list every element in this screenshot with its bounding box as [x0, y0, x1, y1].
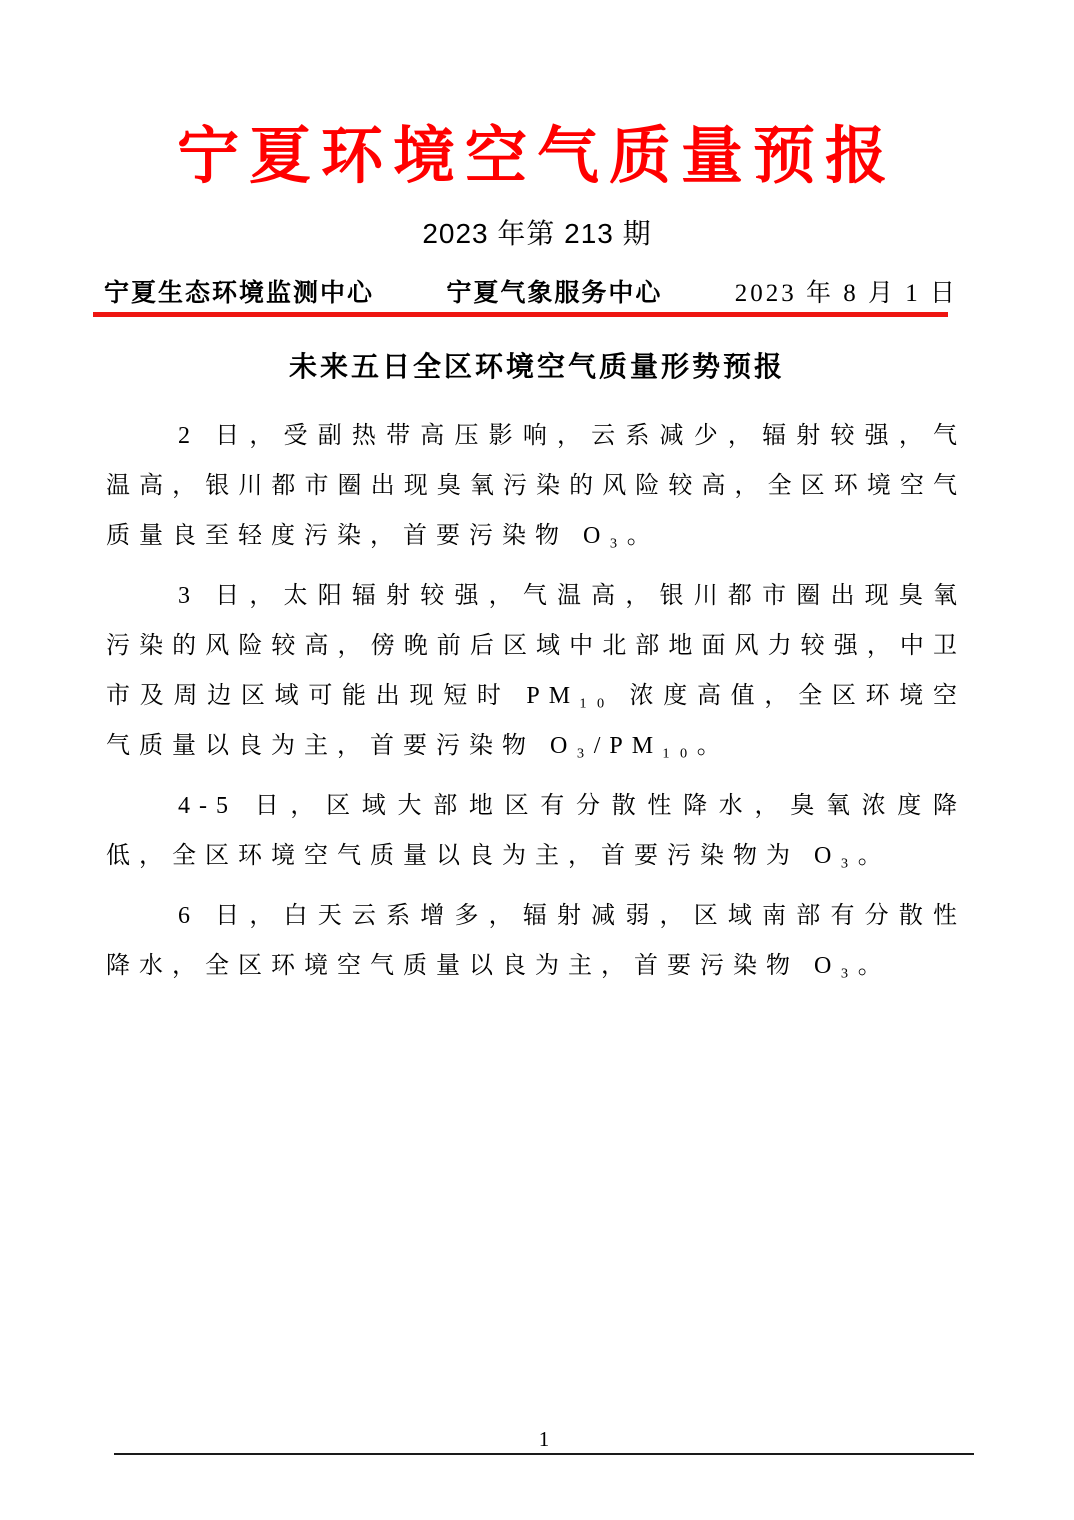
red-divider-line: [93, 312, 948, 317]
report-title: 宁夏环境空气质量预报: [176, 119, 897, 192]
publish-date: 2023 年 8 月 1 日: [734, 280, 958, 307]
forecast-paragraph-day3: 3 日，太阳辐射较强，气温高，银川都市圈出现臭氧污染的风险较高，傍晚前后区域中北部地面风力较强，中卫市及周边区域可能出现短时 PM₁₀ 浓度高值，全区环境空气质量以良为主，首要污染物 O₃/PM₁₀。: [106, 583, 966, 759]
publisher-left: 宁夏生态环境监测中心: [104, 279, 375, 307]
forecast-paragraph-day2: 2 日，受副热带高压影响，云系减少，辐射较强，气温高，银川都市圈出现臭氧污染的风险较高，全区环境空气质量良至轻度污染，首要污染物 O₃。: [106, 423, 966, 549]
forecast-paragraph-day4-5: 4-5 日，区域大部地区有分散性降水，臭氧浓度降低，全区环境空气质量以良为主，首要污染物为 O₃。: [106, 793, 966, 869]
forecast-body: [106, 411, 966, 991]
issue-number: 2023 年第 213 期: [422, 218, 652, 249]
page-footer: [114, 1425, 974, 1455]
page-number: 1: [538, 1427, 550, 1451]
publisher-row: [104, 278, 958, 309]
forecast-paragraph-day6: 6 日，白天云系增多，辐射减弱，区域南部有分散性降水，全区环境空气质量以良为主，首要污染物 O₃。: [106, 903, 966, 979]
section-heading: 未来五日全区环境空气质量形势预报: [288, 351, 785, 382]
publisher-right: 宁夏气象服务中心: [446, 279, 663, 307]
